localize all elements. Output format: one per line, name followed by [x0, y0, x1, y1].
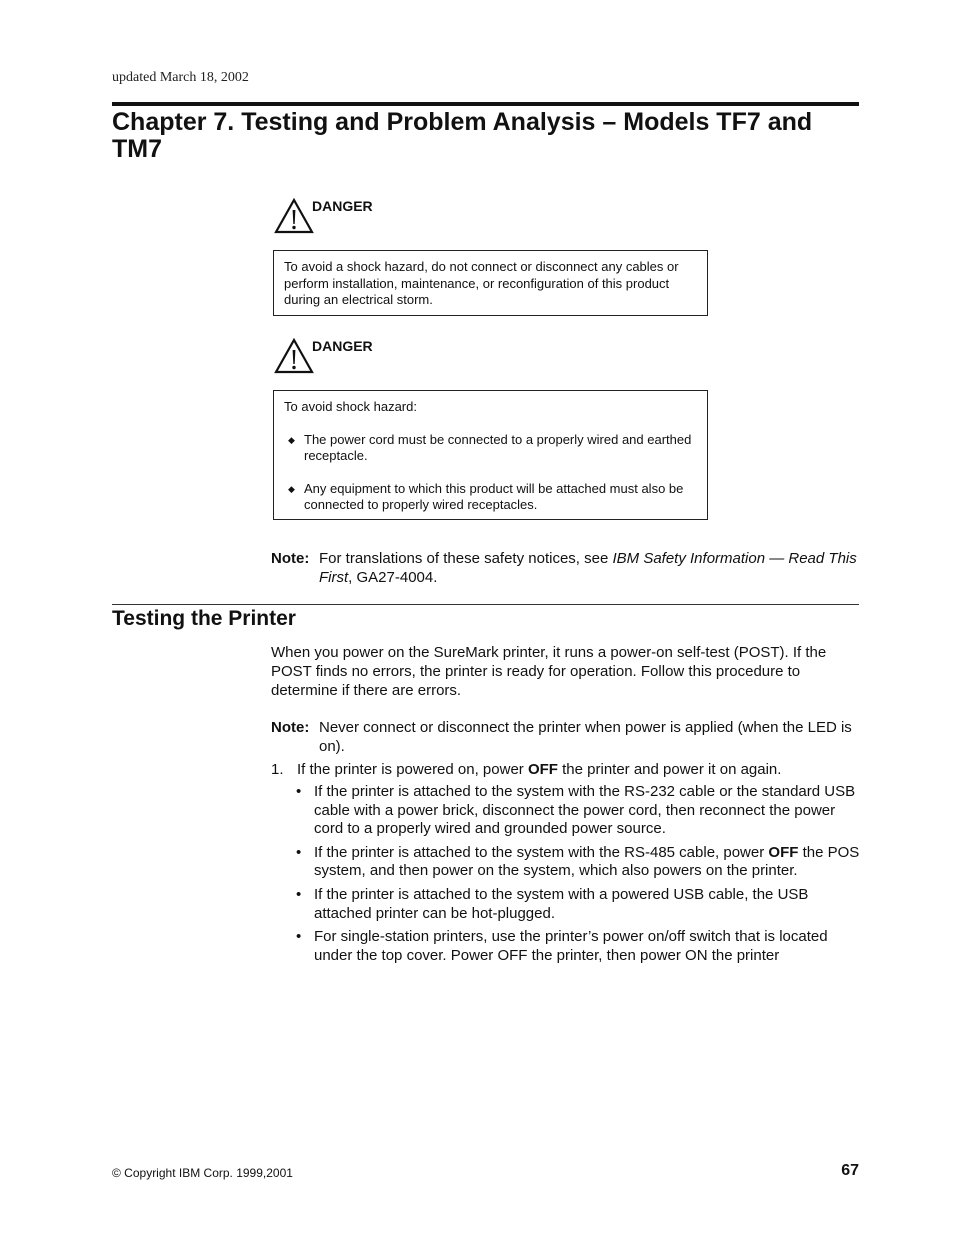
list-item: • For single-station printers, use the printer’s power on/off switch that is located under the top cover. Power OFF the printer, then power ON the printer	[296, 928, 828, 964]
section-intro: When you power on the SureMark printer, it runs a power-on self-test (POST). If the POST finds no errors, the printer is ready for operation. Follow this procedure to determine if there are errors.	[271, 644, 827, 699]
note-label: Note:	[271, 719, 310, 736]
section-title: Testing the Printer	[112, 607, 296, 630]
warning-triangle-icon	[274, 338, 314, 374]
diamond-bullet-icon: ◆	[288, 434, 295, 445]
step-text: If the printer is powered on, power OFF the printer and power it on again.	[297, 761, 782, 778]
list-item: • If the printer is attached to the system with the RS-485 cable, power OFF the POS system, and then power on the system, which also powers on the printer.	[296, 843, 860, 880]
updated-date: updated March 18, 2002	[112, 70, 249, 85]
danger-list-item: ◆ The power cord must be connected to a properly wired and earthed receptacle.	[288, 431, 692, 463]
danger-text: To avoid a shock hazard, do not connect or disconnect any cables or perform installation, maintenance, or reconfiguration of this product during an electrical storm.	[284, 259, 679, 307]
note-power	[271, 718, 861, 756]
note-translations	[271, 549, 861, 587]
bullet-icon: •	[296, 885, 302, 903]
step-number: 1.	[271, 761, 284, 778]
list-item: • If the printer is attached to the system with a powered USB cable, the USB attached printer can be hot-plugged.	[296, 885, 809, 922]
publication-title: IBM Safety Information — Read This First	[319, 550, 857, 586]
danger-list	[284, 432, 697, 514]
note-text: For translations of these safety notices, see IBM Safety Information — Read This First, GA27-4004.	[319, 550, 857, 586]
danger-label: DANGER	[312, 338, 373, 354]
danger-box-2	[273, 390, 708, 520]
note-text: Never connect or disconnect the printer when power is applied (when the LED is on).	[319, 719, 852, 755]
step-1	[271, 760, 861, 779]
bullet-icon: •	[296, 928, 302, 946]
bullet-icon: •	[296, 843, 302, 861]
page-number: 67	[841, 1162, 859, 1179]
danger-label: DANGER	[312, 198, 373, 214]
danger-list-item: ◆ Any equipment to which this product will be attached must also be connected to properly wired receptacles.	[288, 480, 684, 512]
danger-box-1	[273, 250, 708, 316]
chapter-title: Chapter 7. Testing and Problem Analysis – Models TF7 and TM7	[112, 108, 813, 163]
warning-triangle-icon	[274, 198, 314, 234]
footer-copyright: © Copyright IBM Corp. 1999,2001	[112, 1166, 293, 1180]
diamond-bullet-icon: ◆	[288, 483, 295, 494]
list-item: • If the printer is attached to the system with the RS-232 cable or the standard USB cable with a power brick, disconnect the power cord, then reconnect the power cord to a properly wired and grounded power source.	[296, 783, 856, 838]
step-1-sublist	[296, 783, 861, 970]
section-rule	[112, 604, 859, 605]
note-label: Note:	[271, 550, 310, 567]
danger-intro: To avoid shock hazard:	[284, 399, 417, 414]
bullet-icon: •	[296, 783, 302, 800]
chapter-rule	[112, 102, 859, 106]
